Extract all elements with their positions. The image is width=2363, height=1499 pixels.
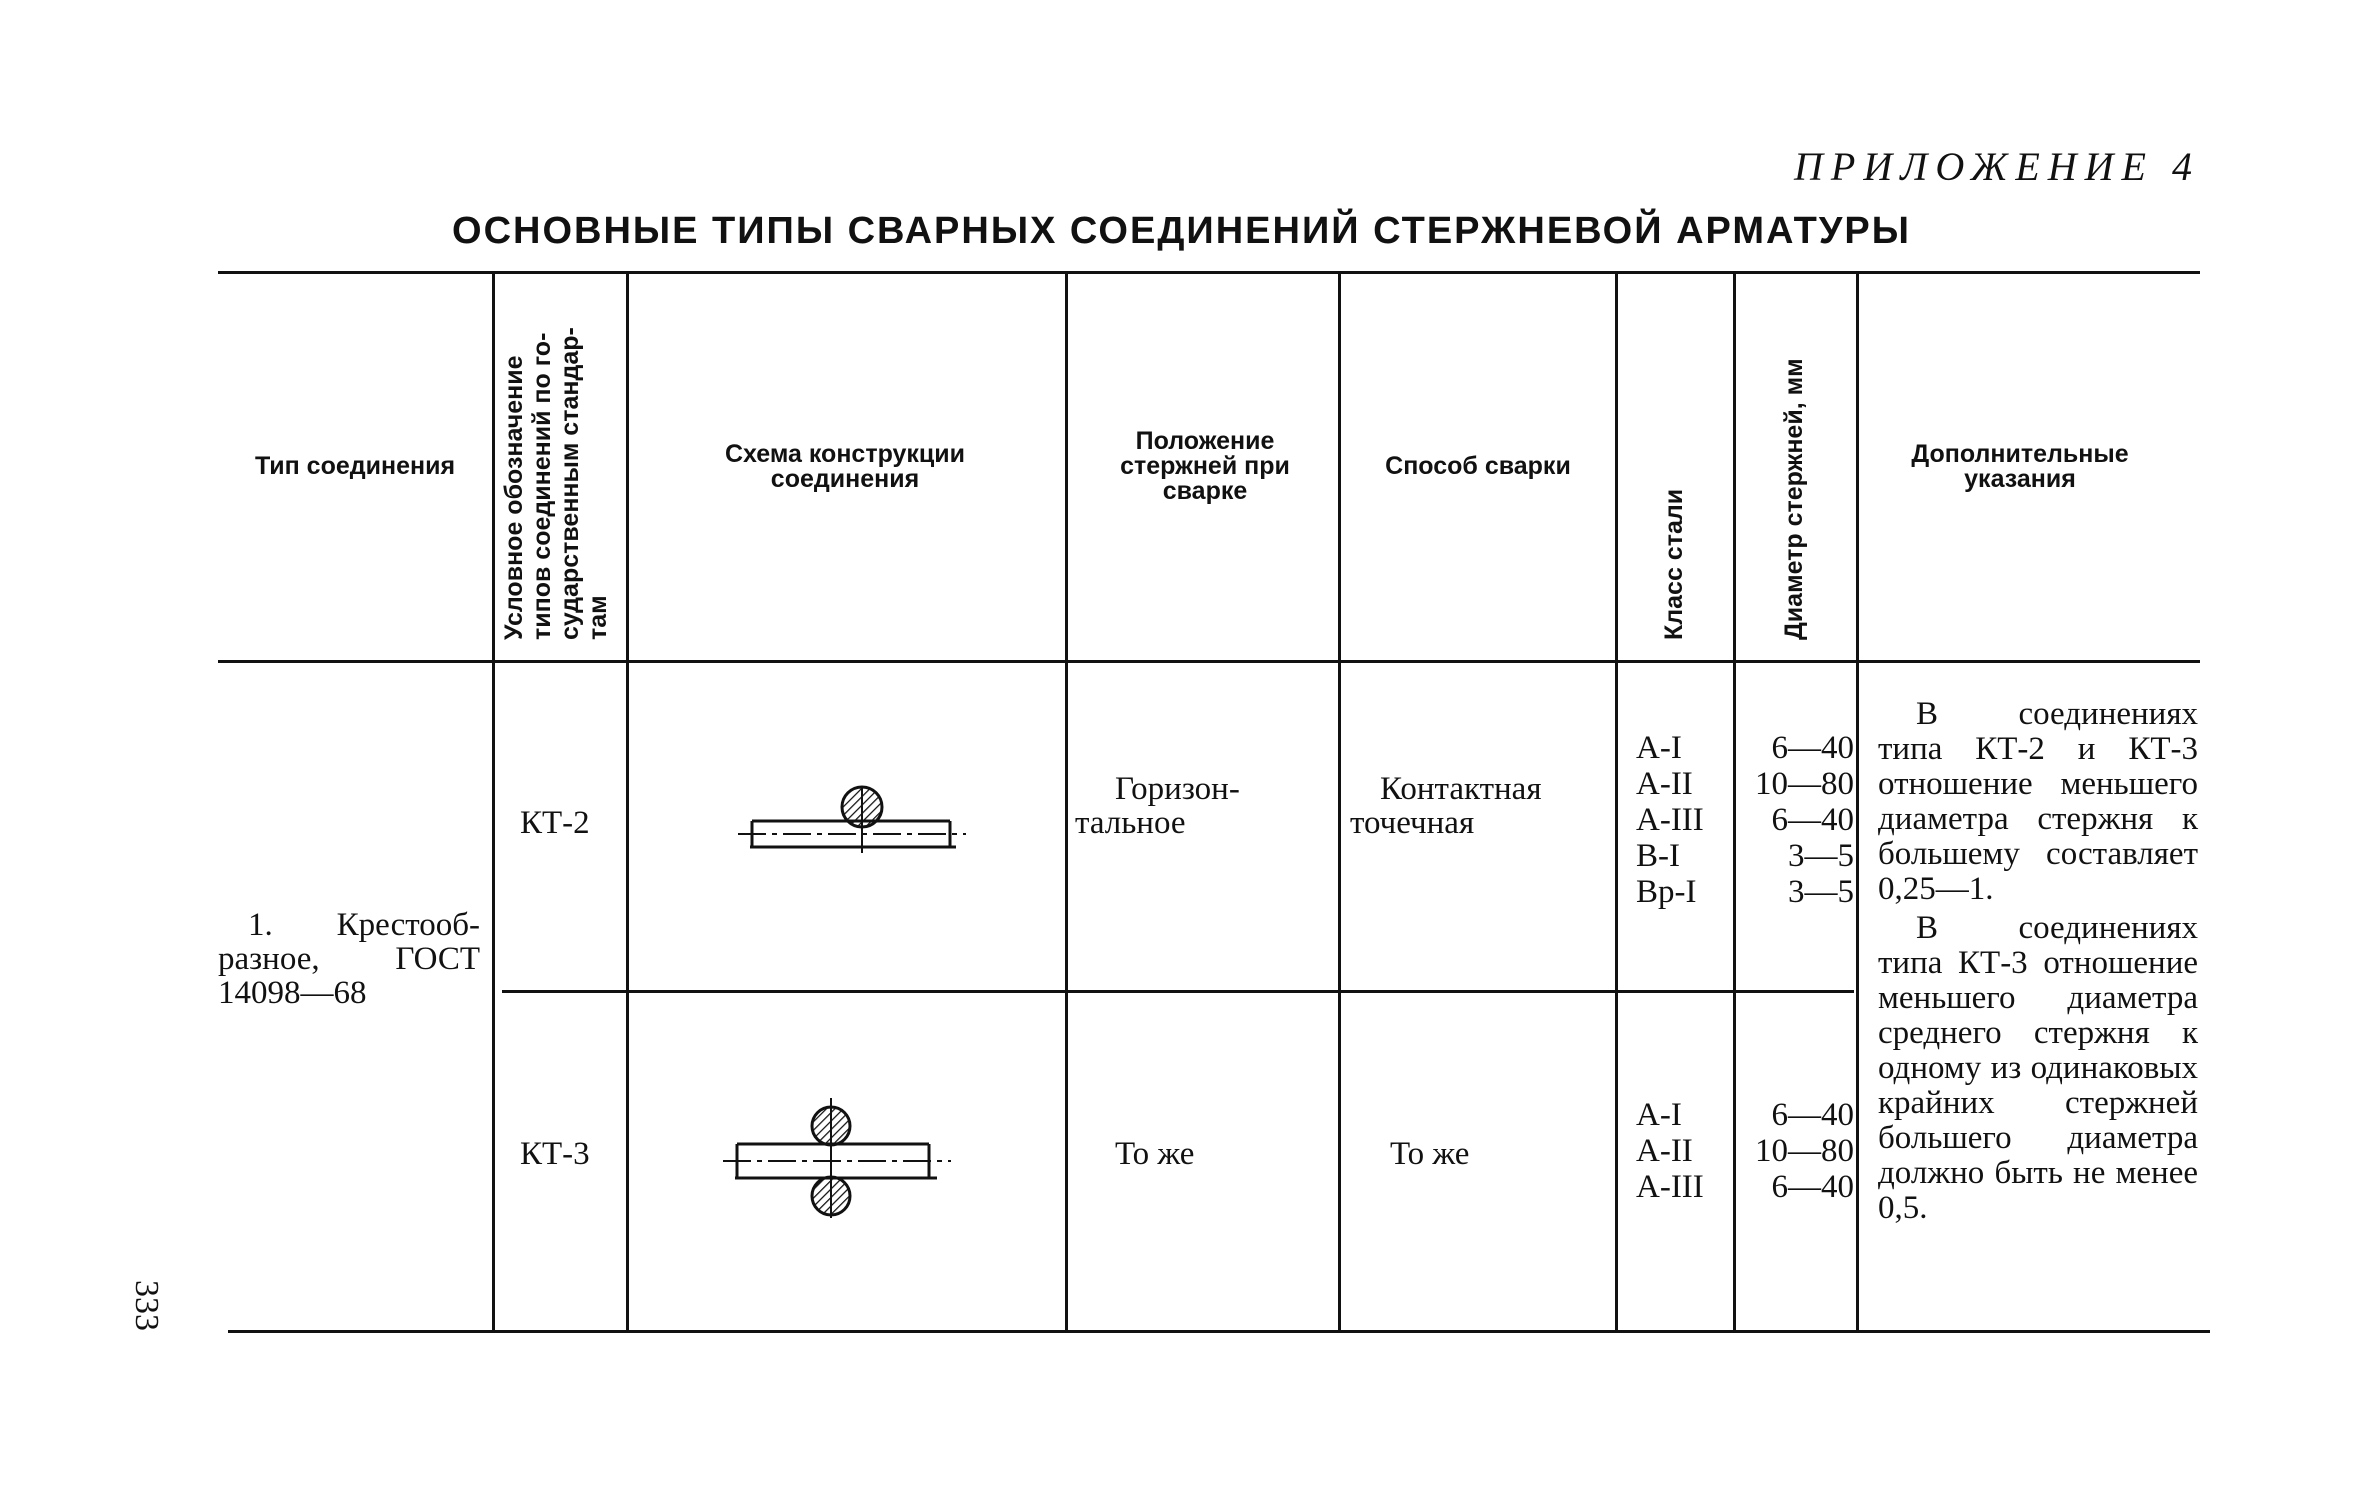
column-divider	[1338, 273, 1341, 1330]
steel-class-list-kt3	[1636, 1097, 1704, 1205]
cross-joint-kt3-icon	[715, 1092, 955, 1222]
header-notes: Дополнительные указания	[1911, 439, 2129, 493]
method-kt2: Контактная точечная	[1350, 771, 1542, 841]
appendix-label: ПРИЛОЖЕНИЕ 4	[1794, 144, 2200, 189]
diameter-list-kt3	[1738, 1097, 1854, 1205]
list-item: 6—40	[1771, 802, 1854, 838]
list-item: 10—80	[1755, 1133, 1854, 1169]
list-item: 6—40	[1771, 1169, 1854, 1205]
header-designation: Условное обозначение типов соединений по го- сударственным стандар- там	[500, 327, 612, 640]
diameter-list-kt2	[1738, 730, 1854, 910]
list-item: 6—40	[1771, 1097, 1854, 1133]
list-item: 3—5	[1788, 874, 1854, 910]
page-title: ОСНОВНЫЕ ТИПЫ СВАРНЫХ СОЕДИНЕНИЙ СТЕРЖНЕВОЙ АРМАТУРЫ	[452, 210, 1911, 252]
note-paragraph: В соединениях типа КТ-3 отношение меньшего диаметра среднего стержня к одному из одинаковых крайних стержней большего диаметра должно быть не менее 0,5.	[1878, 910, 2198, 1226]
column-divider	[1733, 273, 1736, 1330]
page-number: 333	[128, 1280, 165, 1331]
column-divider	[492, 273, 495, 1330]
list-item: А-II	[1636, 1133, 1693, 1169]
list-item: 6—40	[1771, 730, 1854, 766]
table-bottom-border	[228, 1330, 2210, 1333]
steel-class-list-kt2	[1636, 730, 1704, 910]
joint-type: 1. Крестооб- разное, ГОСТ 14098—68	[218, 907, 480, 1011]
list-item: А-III	[1636, 1169, 1704, 1205]
header-scheme: Схема конструкции соединения	[724, 439, 966, 493]
additional-notes	[1878, 697, 2198, 1226]
list-item: 3—5	[1788, 838, 1854, 874]
column-divider	[1856, 273, 1859, 1330]
list-item: А-II	[1636, 766, 1693, 802]
header-bottom-border	[218, 660, 2200, 663]
list-item: А-I	[1636, 730, 1682, 766]
header-steel-class: Класс стали	[1660, 488, 1688, 640]
column-divider	[1615, 273, 1618, 1330]
list-item: А-III	[1636, 802, 1704, 838]
position-kt3: То же	[1115, 1136, 1195, 1172]
list-item: В-I	[1636, 838, 1680, 874]
method-kt3: То же	[1390, 1136, 1470, 1172]
note-paragraph: В соединениях типа КТ-2 и КТ-3 отношение меньшего диаметра стержня к большему составляет 0,25—1.	[1878, 696, 2198, 907]
header-diameter: Диаметр стержней, мм	[1780, 358, 1808, 640]
position-kt2: Горизон- тальное	[1075, 771, 1240, 841]
column-divider	[626, 273, 629, 1330]
designation-kt2: КТ-2	[520, 805, 590, 841]
column-divider	[1065, 273, 1068, 1330]
list-item: Вр-I	[1636, 874, 1697, 910]
subrow-divider	[502, 990, 1854, 993]
list-item: 10—80	[1755, 766, 1854, 802]
designation-kt3: КТ-3	[520, 1136, 590, 1172]
header-method: Способ сварки	[1385, 452, 1571, 480]
header-position: Положение стержней при сварке	[1120, 427, 1290, 505]
cross-joint-kt2-icon	[730, 775, 970, 865]
list-item: А-I	[1636, 1097, 1682, 1133]
header-type: Тип соединения	[254, 452, 456, 480]
